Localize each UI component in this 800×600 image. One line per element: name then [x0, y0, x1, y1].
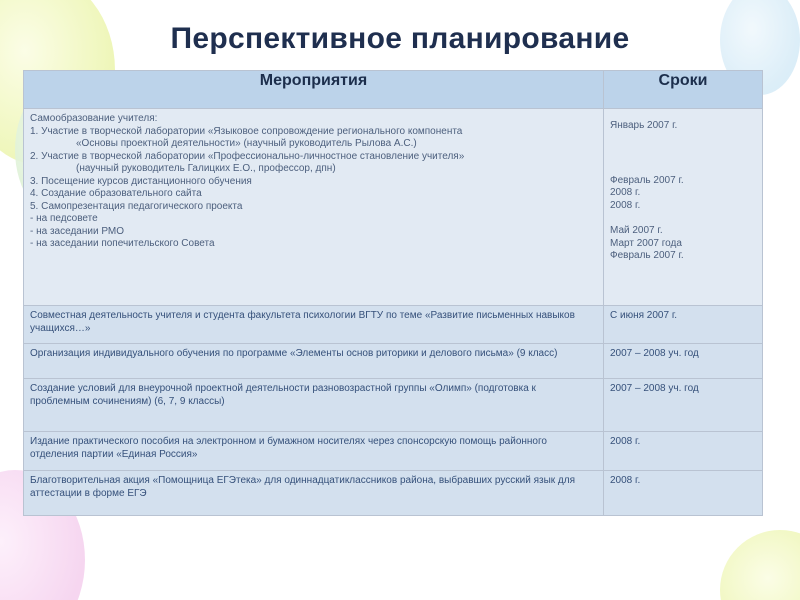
activity-cell: Создание условий для внеурочной проектной деятельности разновозрастной группы «Олимп» (подготовка к проблемным сочинениям) (6, 7, 9 классы)	[24, 379, 604, 432]
list-item: 3. Посещение курсов дистанционного обучения	[30, 175, 252, 187]
planning-table	[23, 70, 763, 516]
term-cell: 2007 – 2008 уч. год	[604, 379, 763, 432]
term-date: 2008 г.	[610, 187, 641, 198]
header-activities: Мероприятия	[24, 71, 604, 109]
list-item: 1. Участие в творческой лаборатории «Языковое сопровождение регионального компонента	[30, 125, 463, 137]
term-cell: 2008 г.	[604, 471, 763, 516]
table-row	[24, 306, 763, 344]
table-header-row	[24, 71, 763, 109]
header-terms: Сроки	[604, 71, 763, 109]
list-item: (научный руководитель Галицких Е.О., профессор, дпн)	[76, 163, 336, 174]
term-date: Февраль 2007 г.	[610, 174, 684, 186]
term-cell: 2008 г.	[604, 432, 763, 471]
list-item: - на педсовете	[30, 213, 98, 224]
term-cell	[604, 109, 763, 306]
list-item: Самообразование учителя:	[30, 113, 158, 124]
list-item: 2. Участие в творческой лаборатории «Профессионально-личностное становление учителя»	[30, 150, 465, 162]
activity-cell	[24, 109, 604, 306]
term-date: 2008 г.	[610, 199, 641, 211]
list-item: 5. Самопрезентация педагогического проекта	[30, 200, 243, 212]
activity-cell: Издание практического пособия на электронном и бумажном носителях через спонсорскую помощь районного отделения партии «Единая Россия»	[24, 432, 604, 471]
term-date: Февраль 2007 г.	[610, 250, 684, 261]
activity-cell: Организация индивидуального обучения по программе «Элементы основ риторики и делового письма» (9 класс)	[24, 344, 604, 379]
list-item: 4. Создание образовательного сайта	[30, 188, 202, 199]
table-row	[24, 109, 763, 306]
table-row	[24, 379, 763, 432]
table-row	[24, 471, 763, 516]
table-row	[24, 432, 763, 471]
term-date: Март 2007 года	[610, 237, 682, 249]
term-date: Январь 2007 г.	[610, 120, 678, 131]
list-item: - на заседании попечительского Совета	[30, 238, 215, 249]
term-cell: 2007 – 2008 уч. год	[604, 344, 763, 379]
term-cell: С июня 2007 г.	[604, 306, 763, 344]
activity-cell: Совместная деятельность учителя и студента факультета психологии ВГТУ по теме «Развитие письменных навыков учащихся…»	[24, 306, 604, 344]
term-date: Май 2007 г.	[610, 225, 663, 236]
list-item: - на заседании РМО	[30, 225, 124, 237]
page-title: Перспективное планирование	[170, 22, 630, 55]
list-item: «Основы проектной деятельности» (научный руководитель Рылова А.С.)	[76, 138, 417, 149]
activity-cell: Благотворительная акция «Помощница ЕГЭтека» для одиннадцатиклассников района, выбравших русский язык для аттестации в форме ЕГЭ	[24, 471, 604, 516]
table-row	[24, 344, 763, 379]
